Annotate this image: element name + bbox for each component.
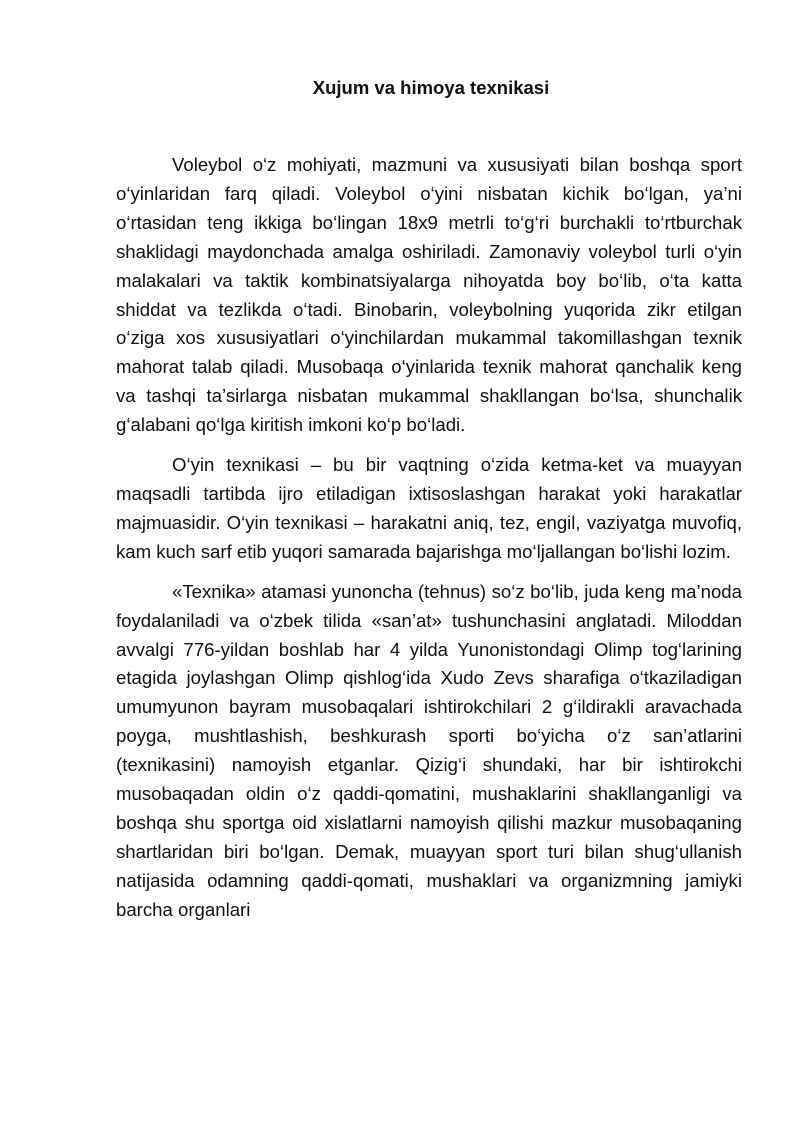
paragraph-texnika-atamasi: «Texnika» atamasi yunoncha (tehnus) so‘z bo‘lib, juda keng ma’noda foydalaniladi va o‘zbek tilida «san’at» tushunchasini anglatadi. Miloddan avvalgi 776-yildan boshlab har 4 yilda Yunonistondagi Olimp tog‘larining etagida joylashgan Olimp qishlog‘ida Xudo Zevs sharafiga o‘tkaziladigan umumyunon bayram musobaqalari ishtirokchilari 2 g‘ildirakli aravachada poyga, mushtlashish, beshkurash sporti bo‘yicha o‘z san’atlarini (texnikasini) namoyish etganlar. Qizig‘i shundaki, har bir ishtirokchi musobaqadan oldin o‘z qaddi-qomatini, mushaklarini shakllanganligi va boshqa shu sportga oid xislatlarni namoyish qilishi mazkur musobaqaning shartlaridan biri bo‘lgan. Demak, muayyan sport turi bilan shug‘ullanish natijasida odamning qaddi-qomati, mushaklari va organizmning jamiyki barcha organlari <box>116 580 742 920</box>
paragraph-oyin-texnikasi: O‘yin texnikasi – bu bir vaqtning o‘zida ketma-ket va muayyan maqsadli tartibda ijro etiladigan ixtisoslashgan harakat yoki harakatlar majmuasidir. O‘yin texnikasi – harakatni aniq, tez, engil, vaziyatga muvofiq, kam kuch sarf etib yuqori samarada bajarishga mo‘ljallangan bo‘lishi lozim. <box>116 454 742 562</box>
paragraph-voleybol-mohiyati: Voleybol o‘z mohiyati, mazmuni va xususiyati bilan boshqa sport o‘yinlaridan farq qiladi. Voleybol o‘yini nisbatan kichik bo‘lgan, ya’ni o‘rtasidan teng ikkiga bo‘lingan 18x9 metrli to‘g‘ri burchakli to‘rtburchak shaklidagi maydonchada amalga oshiriladi. Zamonaviy voleybol turli o‘yin malakalari va taktik kombinatsiyalarga nihoyatda boy bo‘lib, o‘ta katta shiddat va tezlikda o‘tadi. Binobarin, voleybolning yuqorida zikr etilgan o‘ziga xos xususiyatlari o‘yinchilardan mukammal takomillashgan texnik mahorat talab qiladi. Musobaqa o‘yinlarida texnik mahorat qanchalik keng va tashqi ta’sirlarga nisbatan mukammal shakllangan bo‘lsa, shunchalik g‘alabani qo‘lga kiritish imkoni ko‘p bo‘ladi. <box>116 154 742 436</box>
document-page <box>116 74 742 936</box>
document-title: Xujum va himoya texnikasi <box>312 77 550 98</box>
